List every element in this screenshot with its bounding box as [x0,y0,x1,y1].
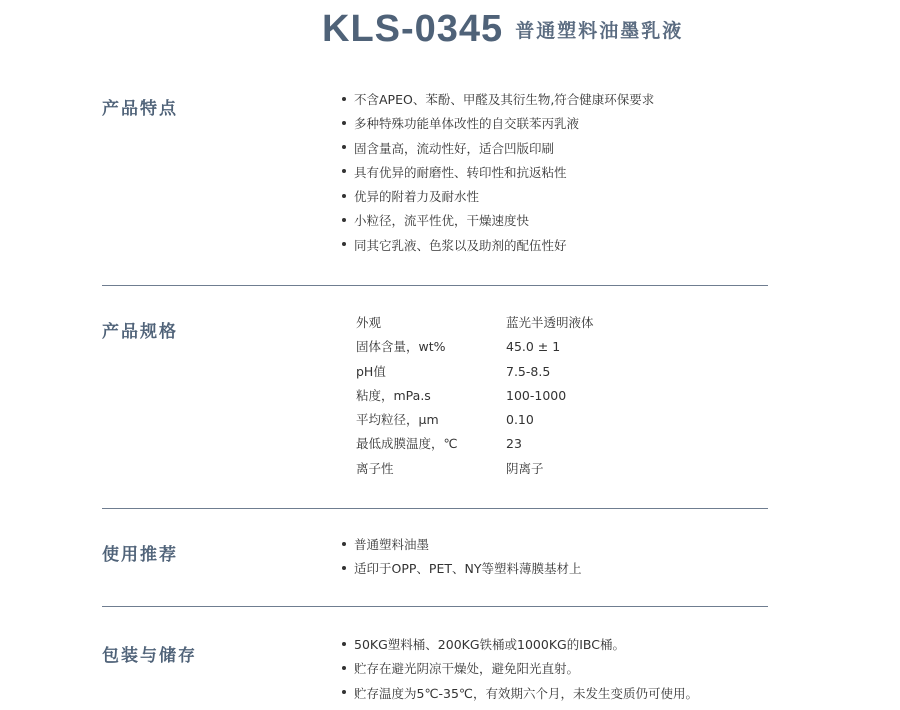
spec-table [356,311,594,481]
list-item: 普通塑料油墨 [342,533,581,557]
document-title [322,8,683,51]
list-item: 固含量高，流动性好，适合凹版印刷 [342,137,654,161]
list-item: 不含APEO、苯酚、甲醛及其衍生物,符合健康环保要求 [342,88,654,112]
section-divider [102,508,768,509]
bullet-icon [342,666,346,670]
list-item: 小粒径，流平性优，干燥速度快 [342,209,654,233]
bullet-icon [342,121,346,125]
table-row: pH值 7.5-8.5 [356,363,551,379]
bullet-icon [342,218,346,222]
product-model: KLS-0345 [322,8,504,50]
bullet-icon [342,169,346,173]
usage-heading: 使用推荐 [102,545,178,565]
list-item: 适印于OPP、PET、NY等塑料薄膜基材上 [342,557,581,581]
list-item: 贮存温度为5℃-35℃，有效期六个月，未发生变质仍可使用。 [342,682,698,706]
list-item: 50KG塑料桶、200KG铁桶或1000KG的IBC桶。 [342,633,698,657]
list-item: 多种特殊功能单体改性的自交联苯丙乳液 [342,112,654,136]
product-name: 普通塑料油墨乳液 [515,20,684,42]
list-item: 同其它乳液、色浆以及助剂的配伍性好 [342,234,654,258]
list-item: 优异的附着力及耐水性 [342,185,654,209]
table-row: 平均粒径，μm 0.10 [356,412,534,428]
bullet-icon [342,194,346,198]
section-divider [102,606,768,607]
bullet-icon [342,97,346,101]
storage-heading: 包装与储存 [102,646,197,666]
table-row: 固体含量，wt% 45.0 ± 1 [356,339,561,355]
list-item: 贮存在避光阴凉干燥处，避免阳光直射。 [342,657,698,681]
section-divider [102,285,768,286]
specs-heading: 产品规格 [102,322,178,342]
storage-list [342,633,698,706]
bullet-icon [342,542,346,546]
table-row: 外观 蓝光半透明液体 [356,315,594,330]
bullet-icon [342,566,346,570]
features-heading: 产品特点 [102,99,178,119]
bullet-icon [342,242,346,246]
table-row: 离子性 阴离子 [356,460,544,476]
table-row: 粘度，mPa.s 100-1000 [356,387,567,403]
bullet-icon [342,145,346,149]
usage-list [342,533,581,582]
bullet-icon [342,690,346,694]
table-row: 最低成膜温度，℃ 23 [356,436,522,452]
bullet-icon [342,642,346,646]
features-list [342,88,654,258]
list-item: 具有优异的耐磨性、转印性和抗返粘性 [342,161,654,185]
